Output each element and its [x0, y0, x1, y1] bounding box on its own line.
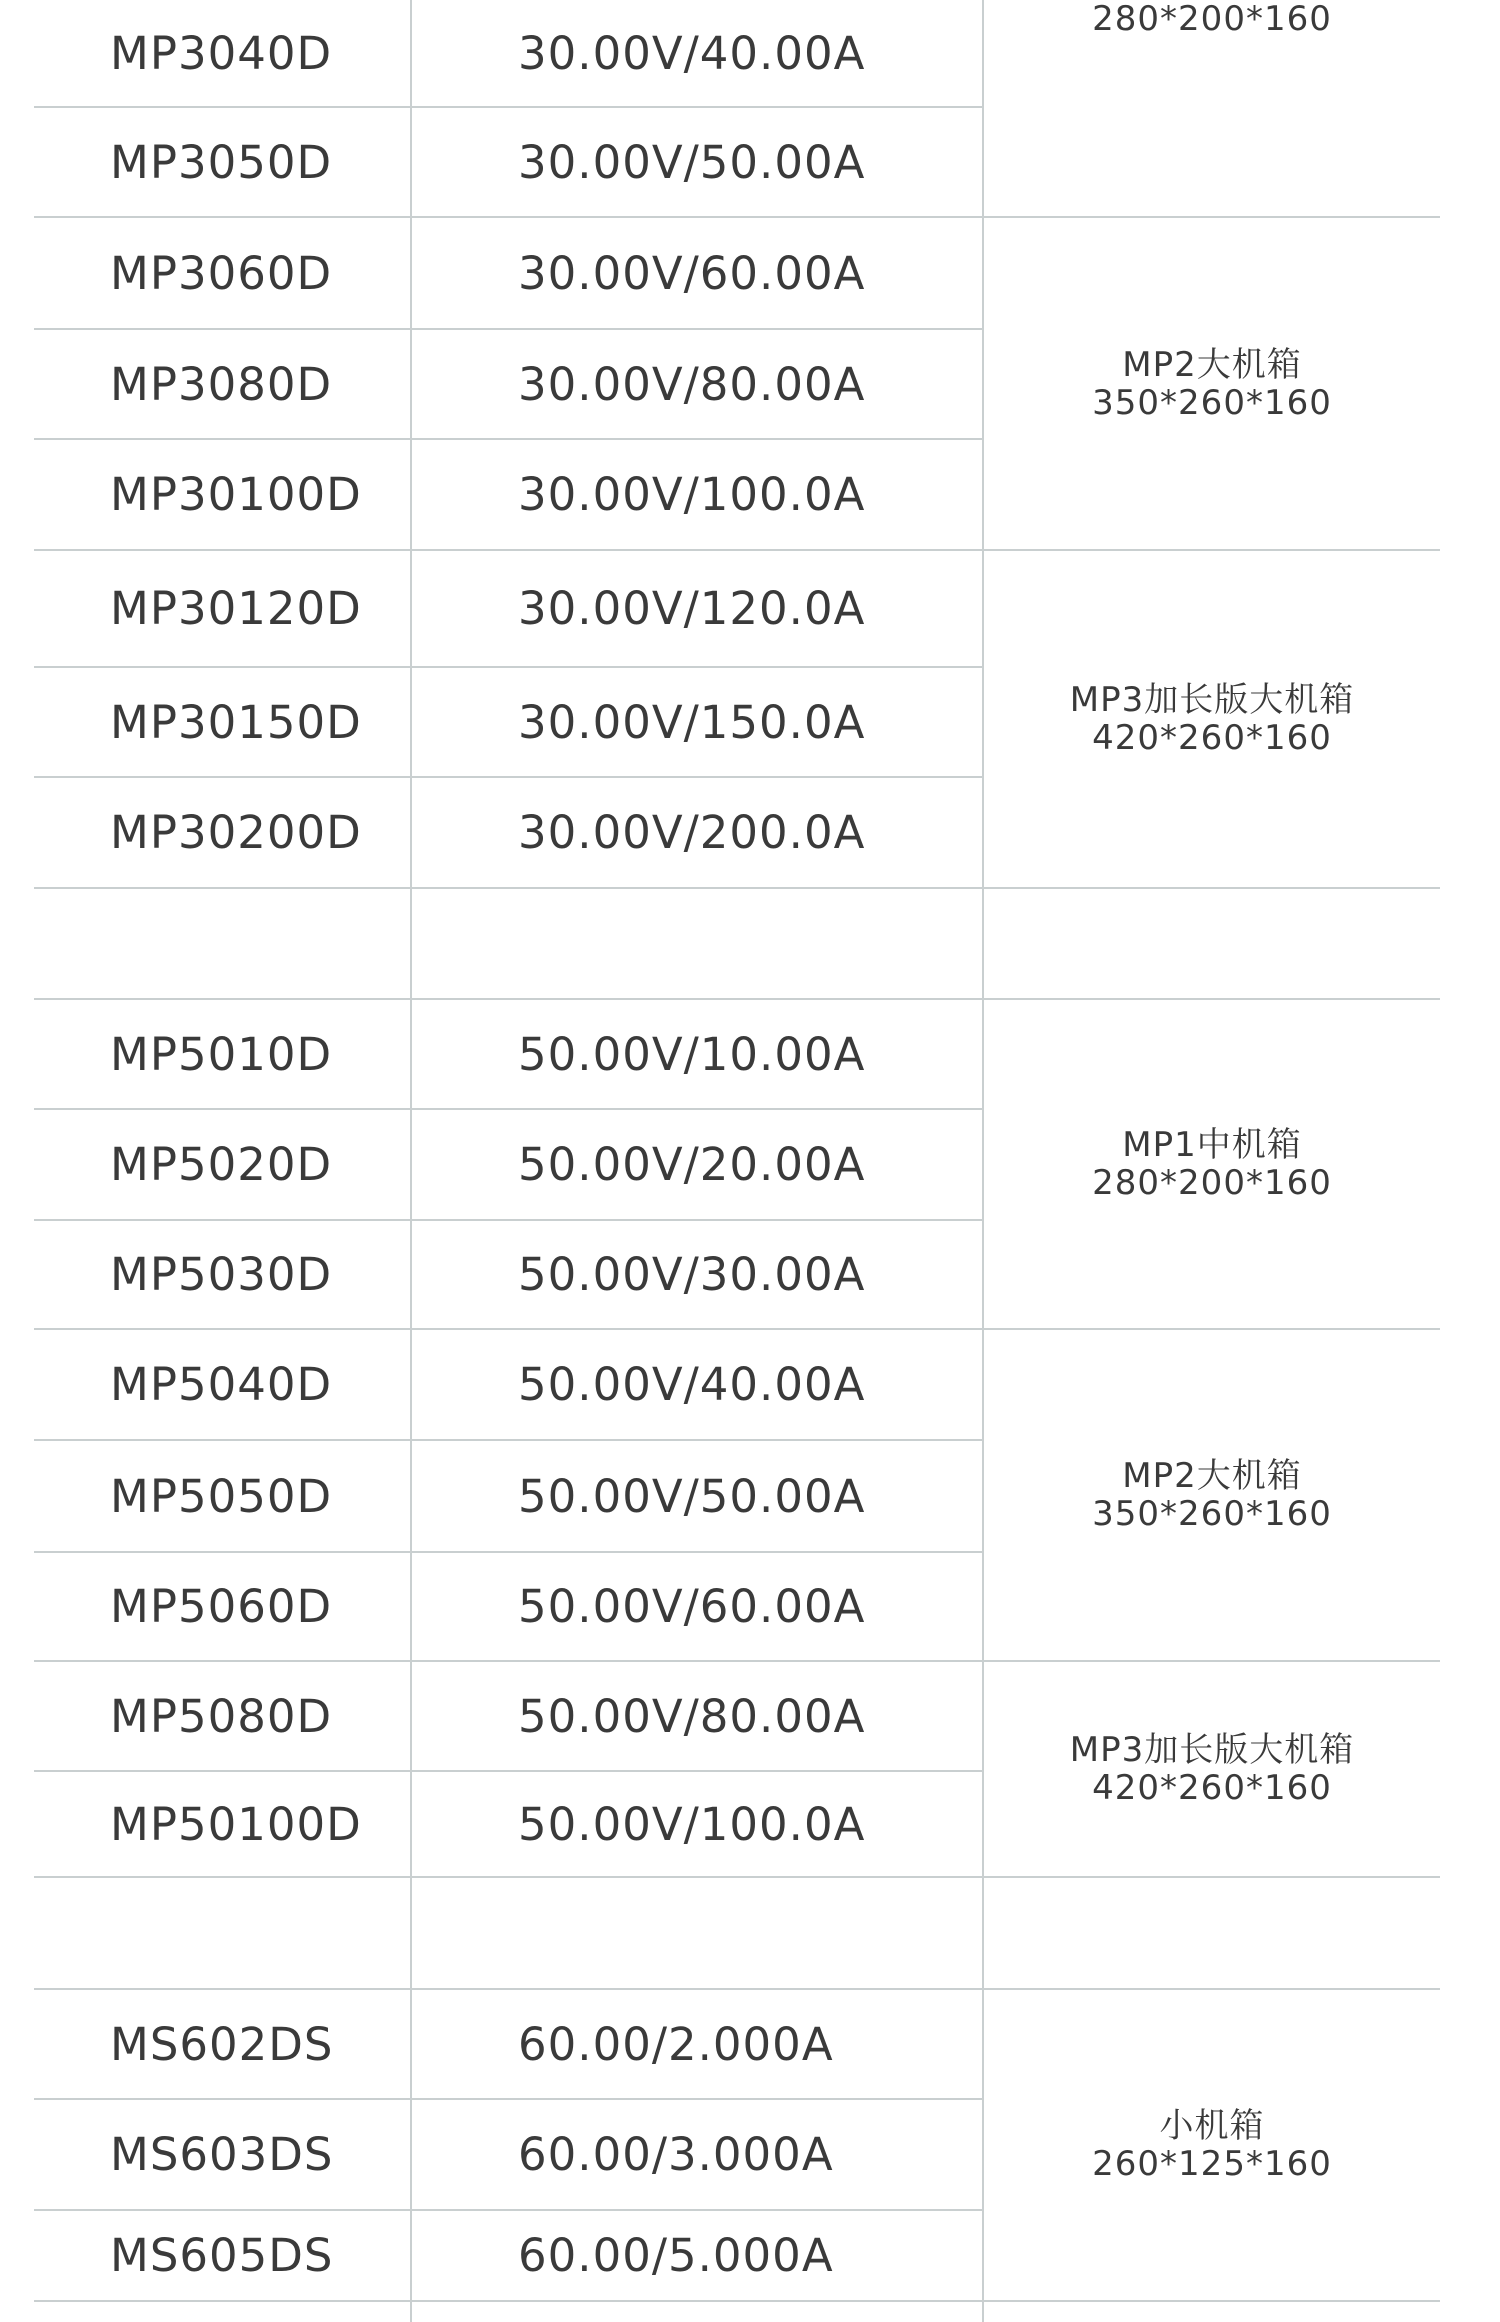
model-cell: MP3080D: [110, 357, 333, 411]
output-spec-cell: 50.00V/20.00A: [518, 1138, 866, 1191]
chassis-cell: [984, 1662, 1440, 1876]
model-cell: MP5040D: [110, 1358, 333, 1411]
model-cell: MS605DS: [110, 2229, 334, 2282]
output-spec-cell: 60.00/3.000A: [518, 2128, 834, 2181]
chassis-dimensions: 350*260*160: [1092, 1494, 1332, 1534]
chassis-cell: [984, 1330, 1440, 1660]
chassis-dimensions: 420*260*160: [1092, 1768, 1332, 1808]
model-cell: [110, 889, 390, 998]
chassis-cell: [984, 1990, 1440, 2300]
chassis-dimensions: 350*260*160: [1092, 382, 1332, 423]
output-spec-cell: [518, 1878, 968, 1988]
output-spec-cell: 30.00V/60.00A: [518, 246, 866, 300]
chassis-cell: [984, 1000, 1440, 1328]
model-cell: MS603DS: [110, 2128, 334, 2181]
model-cell: MP5030D: [110, 1248, 333, 1301]
chassis-dimensions: 280*200*160: [1092, 0, 1332, 39]
chassis-name: MP3加长版大机箱: [1069, 680, 1355, 720]
row-divider: [34, 2300, 1440, 2302]
chassis-dimensions: 280*200*160: [1092, 1163, 1332, 1203]
column-divider-1: [410, 0, 412, 2322]
model-cell: MP30120D: [110, 582, 362, 635]
model-cell: MP5080D: [110, 1689, 333, 1743]
chassis-name: MP3加长版大机箱: [1069, 1730, 1355, 1770]
chassis-cell: [984, 551, 1440, 887]
model-cell: MP3060D: [110, 246, 333, 300]
output-spec-cell: 50.00V/40.00A: [518, 1358, 866, 1411]
output-spec-cell: 50.00V/10.00A: [518, 1027, 866, 1081]
output-spec-cell: 30.00V/40.00A: [518, 26, 866, 80]
output-spec-cell: 60.00/5.000A: [518, 2229, 834, 2282]
model-cell: MP30150D: [110, 695, 362, 749]
model-cell: MP3040D: [110, 26, 333, 80]
output-spec-cell: 60.00/2.000A: [518, 2017, 834, 2071]
model-cell: MP5060D: [110, 1580, 333, 1633]
output-spec-cell: 30.00V/50.00A: [518, 135, 866, 189]
output-spec-cell: 50.00V/50.00A: [518, 1469, 866, 1523]
chassis-cell: [984, 0, 1440, 40]
chassis-name: MP2大机箱: [1122, 1456, 1302, 1496]
chassis-name: MP2大机箱: [1122, 344, 1302, 385]
model-cell: MP50100D: [110, 1797, 362, 1851]
output-spec-cell: 30.00V/80.00A: [518, 357, 866, 411]
model-cell: MP5020D: [110, 1138, 333, 1191]
output-spec-cell: 30.00V/200.0A: [518, 806, 866, 859]
output-spec-cell: 50.00V/80.00A: [518, 1689, 866, 1743]
model-cell: MP3050D: [110, 135, 333, 189]
model-cell: MP5050D: [110, 1469, 333, 1523]
model-cell: [110, 1878, 390, 1988]
output-spec-cell: 30.00V/150.0A: [518, 695, 866, 749]
chassis-name: 小机箱: [1159, 2106, 1265, 2146]
model-cell: MP30200D: [110, 806, 362, 859]
output-spec-cell: 30.00V/100.0A: [518, 468, 866, 521]
output-spec-cell: 50.00V/30.00A: [518, 1248, 866, 1301]
output-spec-cell: [518, 889, 968, 998]
chassis-cell: [984, 218, 1440, 549]
chassis-name: MP1中机箱: [1122, 1125, 1302, 1165]
chassis-dimensions: 260*125*160: [1092, 2144, 1332, 2184]
chassis-dimensions: 420*260*160: [1092, 718, 1332, 758]
output-spec-cell: 50.00V/100.0A: [518, 1797, 866, 1851]
model-cell: MS602DS: [110, 2017, 334, 2071]
output-spec-cell: 30.00V/120.0A: [518, 582, 866, 635]
model-cell: MP5010D: [110, 1027, 333, 1081]
model-cell: MP30100D: [110, 468, 362, 521]
output-spec-cell: 50.00V/60.00A: [518, 1580, 866, 1633]
